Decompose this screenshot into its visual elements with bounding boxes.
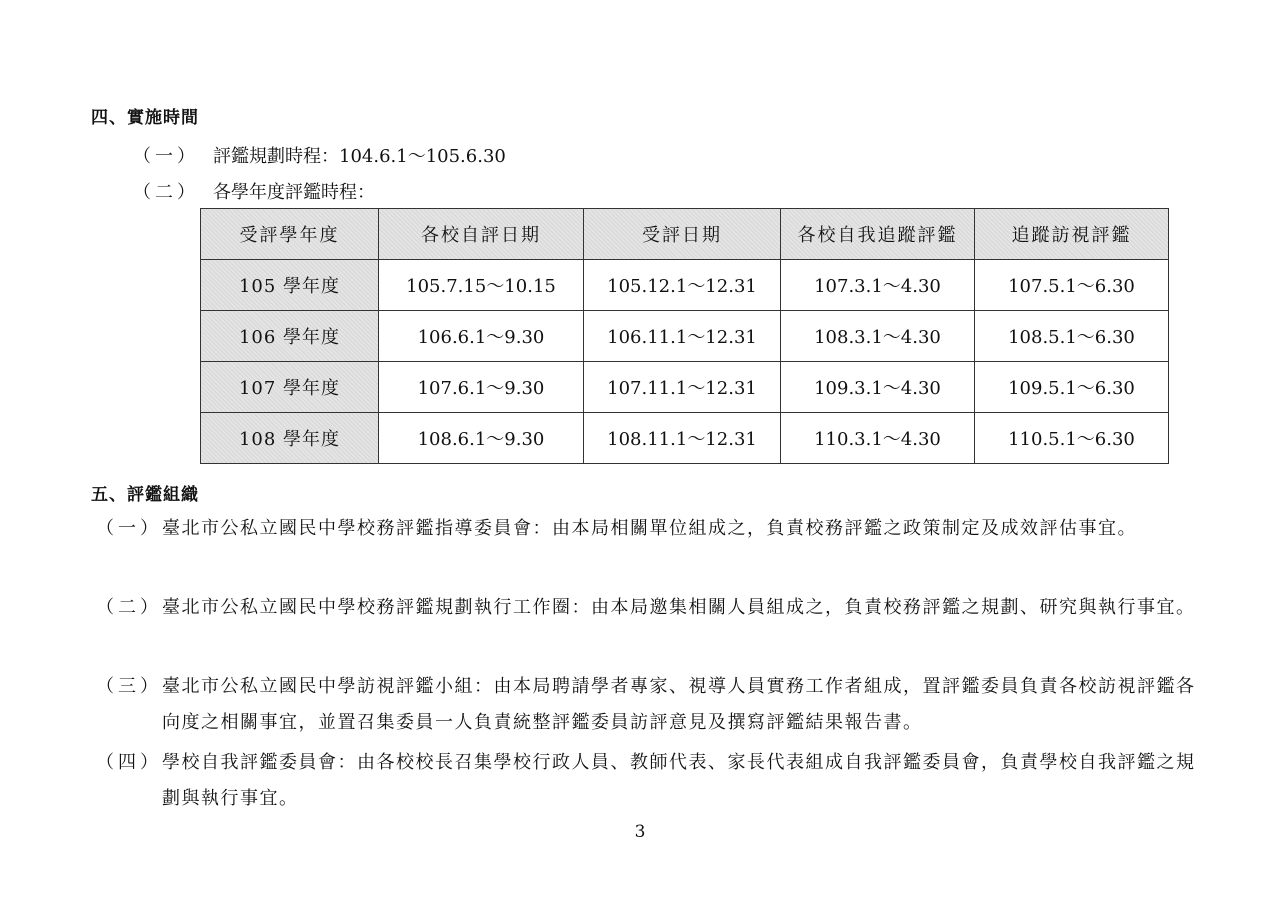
table-cell: 108.3.1～4.30 (781, 311, 975, 362)
table-row (201, 260, 1169, 311)
table-cell: 109.3.1～4.30 (781, 362, 975, 413)
item-index: （一） (133, 146, 199, 167)
section-4-item-1 (133, 142, 506, 168)
section-5-item-4 (96, 745, 1206, 817)
column-header: 追蹤訪視評鑑 (975, 209, 1169, 260)
paragraph-index: （四） (96, 752, 162, 773)
table-cell: 110.3.1～4.30 (781, 413, 975, 464)
row-header-cell: 108 學年度 (201, 413, 379, 464)
table-cell: 108.5.1～6.30 (975, 311, 1169, 362)
table-cell: 110.5.1～6.30 (975, 413, 1169, 464)
table-cell: 107.3.1～4.30 (781, 260, 975, 311)
section-5-item-2 (96, 590, 1206, 626)
table-cell: 108.11.1～12.31 (584, 413, 781, 464)
paragraph-text: 臺北市公私立國民中學訪視評鑑小組：由本局聘請學者專家、視導人員實務工作者組成，置評鑑委員負責各校訪視評鑑各向度之相關事宜，並置召集委員一人負責統整評鑑委員訪評意見及撰寫評鑑結果報告書。 (162, 676, 1196, 733)
table-cell: 105.7.15～10.15 (379, 260, 584, 311)
section-5-heading: 五、評鑑組織 (91, 485, 199, 505)
table-cell: 108.6.1～9.30 (379, 413, 584, 464)
item-text: 評鑑規劃時程：104.6.1～105.6.30 (213, 146, 506, 167)
paragraph-text: 臺北市公私立國民中學校務評鑑規劃執行工作圈：由本局邀集相關人員組成之，負責校務評鑑之規劃、研究與執行事宜。 (162, 597, 1196, 618)
section-5-item-1 (96, 511, 1206, 547)
table-cell: 105.12.1～12.31 (584, 260, 781, 311)
section-4-heading: 四、實施時間 (91, 108, 199, 128)
row-header-cell: 105 學年度 (201, 260, 379, 311)
column-header: 各校自評日期 (379, 209, 584, 260)
column-header: 受評日期 (584, 209, 781, 260)
row-header-cell: 106 學年度 (201, 311, 379, 362)
paragraph-text: 臺北市公私立國民中學校務評鑑指導委員會：由本局相關單位組成之，負責校務評鑑之政策制定及成效評估事宜。 (162, 518, 1137, 539)
table-row (201, 311, 1169, 362)
table-cell: 109.5.1～6.30 (975, 362, 1169, 413)
item-text: 各學年度評鑑時程： (213, 182, 375, 203)
table-header-row (201, 209, 1169, 260)
table-cell: 107.5.1～6.30 (975, 260, 1169, 311)
table-cell: 107.11.1～12.31 (584, 362, 781, 413)
paragraph-index: （三） (96, 676, 162, 697)
paragraph-text: 學校自我評鑑委員會：由各校校長召集學校行政人員、教師代表、家長代表組成自我評鑑委員會，負責學校自我評鑑之規劃與執行事宜。 (162, 752, 1196, 809)
column-header: 受評學年度 (201, 209, 379, 260)
table-cell: 106.6.1～9.30 (379, 311, 584, 362)
column-header: 各校自我追蹤評鑑 (781, 209, 975, 260)
table-row (201, 413, 1169, 464)
item-index: （二） (133, 182, 199, 203)
table-row (201, 362, 1169, 413)
evaluation-schedule-table (200, 208, 1169, 464)
table-cell: 106.11.1～12.31 (584, 311, 781, 362)
page-number: 3 (634, 822, 646, 842)
row-header-cell: 107 學年度 (201, 362, 379, 413)
paragraph-index: （一） (96, 518, 162, 539)
section-5-item-3 (96, 669, 1206, 741)
table-cell: 107.6.1～9.30 (379, 362, 584, 413)
paragraph-index: （二） (96, 597, 162, 618)
section-4-item-2 (133, 178, 375, 204)
